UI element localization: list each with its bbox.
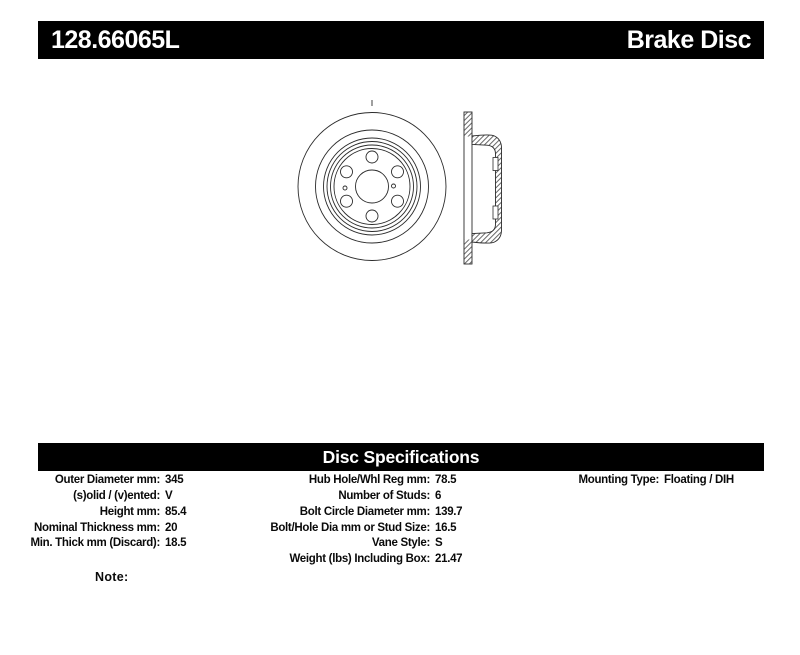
spec-value: 6 (435, 489, 442, 502)
spec-value: 78.5 (435, 474, 457, 486)
stud-hole (366, 151, 378, 163)
spec-row (240, 521, 462, 537)
disc-side-view (464, 112, 502, 264)
spec-value: 20 (165, 521, 178, 534)
disc-front-view (298, 100, 446, 261)
spec-row (520, 473, 734, 489)
spec-label: Vane Style: (371, 537, 430, 550)
stud-hole-section (493, 158, 498, 171)
hat-ring-3 (331, 145, 414, 228)
stud-hole (392, 166, 404, 178)
stud-hole-section (493, 206, 498, 219)
stud-hole (392, 195, 404, 207)
spec-row (240, 489, 462, 505)
spec-label: Bolt Circle Diameter mm: (299, 505, 430, 518)
spec-row (240, 536, 462, 552)
spec-row (10, 536, 186, 552)
spec-column-right (520, 473, 734, 489)
spec-row (10, 489, 186, 505)
part-number: 128.66065L (51, 25, 180, 54)
spec-label: Outer Diameter mm: (54, 474, 160, 486)
spec-value: 21.47 (435, 553, 463, 566)
spec-value: S (435, 537, 443, 550)
spec-label: Hub Hole/Whl Reg mm: (308, 474, 430, 486)
spec-label: (s)olid / (v)ented: (73, 489, 160, 502)
hub-hole (356, 170, 389, 203)
stud-hole (341, 166, 353, 178)
spec-value: 345 (165, 474, 184, 486)
spec-value: 16.5 (435, 521, 457, 534)
spec-label: Height mm: (99, 505, 160, 518)
spec-value: 18.5 (165, 537, 187, 550)
product-type-title: Brake Disc (626, 25, 751, 54)
hat-ring-1 (324, 138, 421, 235)
spec-row (240, 473, 462, 489)
stud-hole (341, 195, 353, 207)
spec-column-left (10, 473, 186, 552)
set-screw-hole (392, 184, 396, 188)
friction-ring-section-top (465, 113, 472, 137)
spec-label: Bolt/Hole Dia mm or Stud Size: (270, 521, 430, 534)
hat-section-profile (472, 135, 502, 243)
spec-label: Number of Studs: (338, 489, 430, 502)
outer-diameter-circle (298, 113, 446, 261)
hat-ring-2 (327, 142, 417, 232)
spec-label: Min. Thick mm (Discard): (30, 537, 160, 550)
spec-label: Mounting Type: (578, 474, 659, 486)
spec-value: 85.4 (165, 505, 187, 518)
note-label: Note: (95, 570, 129, 584)
spec-value: Floating / DIH (664, 474, 734, 486)
spec-section-title: Disc Specifications (322, 447, 480, 467)
spec-section-header (38, 443, 764, 471)
spec-value: V (165, 489, 173, 502)
stud-hole (366, 210, 378, 222)
spec-row (10, 473, 186, 489)
spec-label: Nominal Thickness mm: (34, 521, 160, 534)
spec-row (240, 505, 462, 521)
set-screw-hole (343, 186, 347, 190)
friction-surface-inner-circle (316, 130, 429, 243)
spec-row (10, 521, 186, 537)
friction-ring-section-bottom (465, 240, 472, 264)
spec-label: Weight (lbs) Including Box: (289, 553, 430, 566)
spec-column-middle (240, 473, 462, 568)
spec-value: 139.7 (435, 505, 463, 518)
spec-row (10, 505, 186, 521)
spec-row (240, 552, 462, 568)
